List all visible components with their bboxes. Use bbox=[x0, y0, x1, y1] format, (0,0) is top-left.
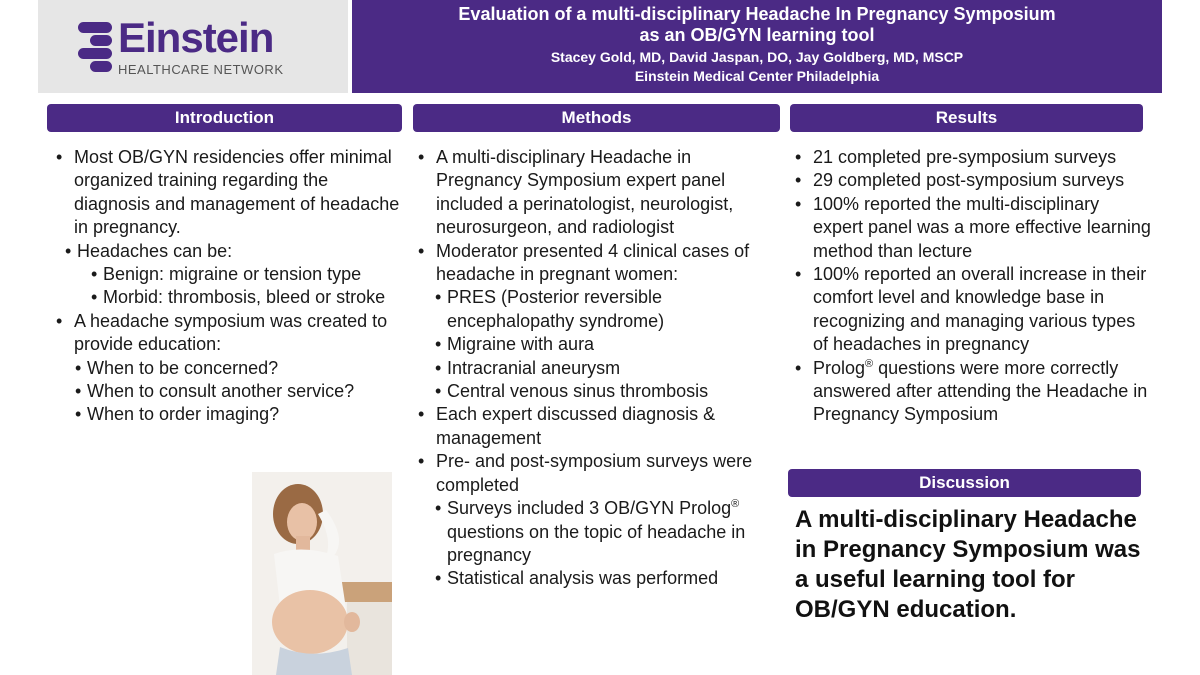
results-body bbox=[777, 146, 1152, 427]
prolog-text: Prolog bbox=[813, 357, 866, 378]
list-item: • When to be concerned? bbox=[75, 357, 403, 380]
list-item: • 100% reported an overall increase in their comfort level and knowledge base in recognizing and managing various types of headaches in pregnancy bbox=[777, 263, 1152, 357]
registered-mark: ® bbox=[731, 498, 740, 511]
pregnant-woman-image-icon bbox=[252, 472, 392, 675]
list-item: • Headaches can be: bbox=[65, 240, 403, 263]
list-item: • 100% reported the multi-disciplinary expert panel was a more effective learning method than lecture bbox=[777, 193, 1152, 263]
prolog-text: Surveys included 3 OB/GYN Prolog bbox=[447, 498, 732, 519]
poster-title-line2: as an OB/GYN learning tool bbox=[639, 25, 875, 45]
authors: Stacey Gold, MD, David Jaspan, DO, Jay Goldberg, MD, MSCP bbox=[550, 49, 964, 65]
title-banner bbox=[352, 0, 1162, 93]
list-item: • Central venous sinus thrombosis bbox=[435, 380, 780, 403]
list-item: • Moderator presented 4 clinical cases of headache in pregnant women: bbox=[400, 240, 780, 287]
methods-heading: Methods bbox=[413, 104, 780, 132]
logo-name: Einstein bbox=[118, 14, 274, 61]
results-heading: Results bbox=[790, 104, 1143, 132]
list-item: • 29 completed post-symposium surveys bbox=[777, 169, 1152, 192]
list-item: • Intracranial aneurysm bbox=[435, 357, 780, 380]
list-item: • Morbid: thrombosis, bleed or stroke bbox=[91, 286, 403, 309]
introduction-heading: Introduction bbox=[47, 104, 402, 132]
pregnant-woman-photo bbox=[252, 472, 392, 675]
institution: Einstein Medical Center Philadelphia bbox=[634, 68, 880, 84]
prolog-text-rest: questions were more correctly answered after attending the Headache in Pregnancy Symposium bbox=[813, 357, 1148, 425]
list-item: • Most OB/GYN residencies offer minimal organized training regarding the diagnosis and management of headache in pregnancy. bbox=[38, 146, 403, 240]
list-item bbox=[777, 357, 1152, 427]
list-item: • Benign: migraine or tension type bbox=[91, 263, 403, 286]
list-item: • Each expert discussed diagnosis & management bbox=[400, 403, 780, 450]
list-item: • PRES (Posterior reversible encephalopathy syndrome) bbox=[435, 286, 780, 333]
list-item: • Pre- and post-symposium surveys were completed bbox=[400, 450, 780, 497]
prolog-text-rest: questions on the topic of headache in pregnancy bbox=[447, 521, 746, 565]
list-item: • When to consult another service? bbox=[75, 380, 403, 403]
methods-body bbox=[400, 146, 780, 591]
introduction-body bbox=[38, 146, 403, 427]
list-item: • A headache symposium was created to provide education: bbox=[38, 310, 403, 357]
discussion-text: A multi-disciplinary Headache in Pregnancy Symposium was a useful learning tool for OB/GYN education. bbox=[795, 506, 1141, 623]
list-item: • A multi-disciplinary Headache in Pregnancy Symposium expert panel included a perinatologist, neurologist, neurosurgeon, and radiologist bbox=[400, 146, 780, 240]
list-item: • Migraine with aura bbox=[435, 333, 780, 356]
registered-mark: ® bbox=[865, 357, 874, 370]
einstein-logo-icon bbox=[78, 22, 112, 74]
list-item bbox=[435, 497, 780, 567]
list-item: • Statistical analysis was performed bbox=[435, 567, 780, 590]
logo bbox=[38, 0, 348, 93]
logo-subtitle: HEALTHCARE NETWORK bbox=[118, 62, 284, 77]
discussion-heading: Discussion bbox=[788, 469, 1141, 497]
list-item: • 21 completed pre-symposium surveys bbox=[777, 146, 1152, 169]
list-item: • When to order imaging? bbox=[75, 403, 403, 426]
poster-title-line1: Evaluation of a multi-disciplinary Headache In Pregnancy Symposium bbox=[458, 4, 1056, 24]
